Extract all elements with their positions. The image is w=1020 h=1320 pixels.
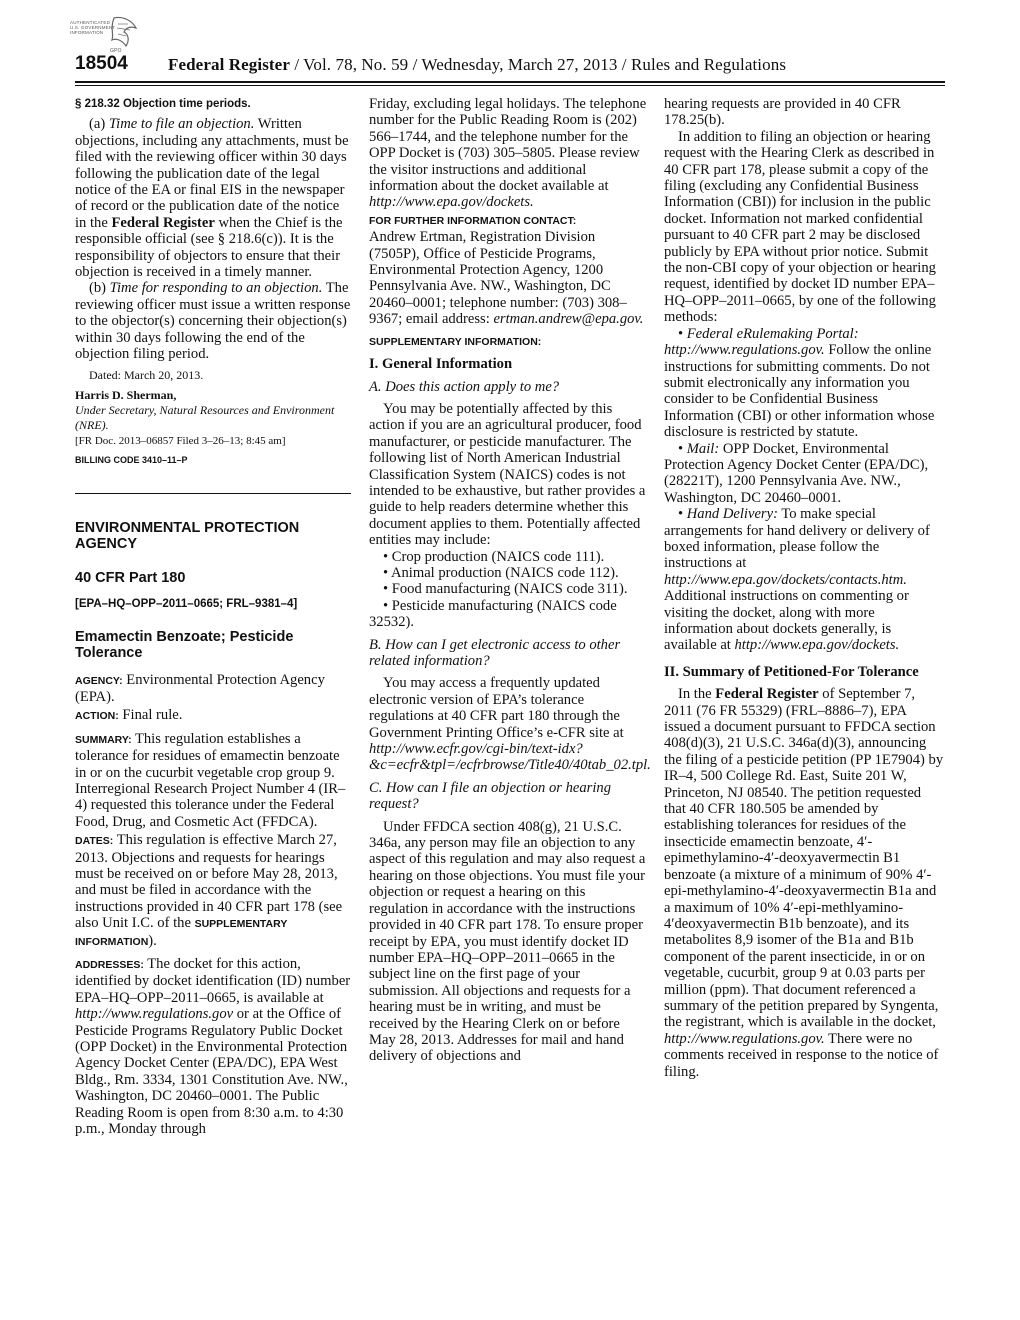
bullet-hand-delivery: • Hand Delivery: To make special arrangements for hand delivery or delivery of boxed information, please follow the instructions at http://www.epa.gov/dockets/contacts.htm. Additional instructions on commenting or visiting the docket, along with more information about dockets generally, is available at http://www.epa.gov/dockets. [664, 506, 930, 654]
dated-line: Dated: March 20, 2013. [89, 367, 204, 382]
dates-paragraph: DATES: This regulation is effective March 27, 2013. Objections and requests for hearings must be received on or before May 28, 2013, and must be filed in accordance with the instructions provided in 40 CFR part 178 (see also Unit I.C. of the SUPPLEMENTARY INFORMATION). [75, 832, 343, 949]
contact-paragraph: Andrew Ertman, Registration Division (7505P), Office of Pesticide Programs, Environmental Protection Agency, 1200 Pennsylvania Ave. NW., Washington, DC 20460–0001; telephone number: (703) 308–9367; email address: ertman.andrew@epa.gov. [369, 229, 644, 328]
supplementary-label: SUPPLEMENTARY INFORMATION: [369, 335, 542, 348]
bullet-item: • Food manufacturing (NAICS code 311). [383, 581, 628, 598]
header-rule-thin [75, 85, 945, 86]
signer-name: Harris D. Sherman, [75, 387, 177, 402]
section-heading: § 218.32 Objection time periods. [75, 98, 251, 110]
rule-title: Emamectin Benzoate; Pesticide Tolerance [75, 628, 294, 662]
bullet-item: • Crop production (NAICS code 111). [383, 548, 605, 565]
docket-id: [EPA–HQ–OPP–2011–0665; FRL–9381–4] [75, 598, 298, 611]
bullet-item: • Animal production (NAICS code 112). [383, 564, 619, 581]
column-1 [75, 96, 351, 1138]
gpo-authenticated-logo [70, 14, 140, 54]
logo-text: AUTHENTICATED U.S. GOVERNMENT INFORMATION GPO [70, 20, 122, 54]
page-number: 18504 [75, 53, 128, 74]
paragraph-filing: In addition to filing an objection or hearing request with the Hearing Clerk as described in 40 CFR part 178, please submit a copy of the filing (excluding any Confidential Business Information (CBI)) for inclusion in the public docket. Information not marked confidential pursuant to 40 CFR part 2 may be disclosed publicly by EPA without prior notice. Submit the non-CBI copy of your objection or hearing request, identified by docket ID number EPA–HQ–OPP–2011–0665, by one of the following methods: [664, 128, 936, 326]
column-3 [664, 96, 945, 1080]
subheading-a: A. Does this action apply to me? [369, 378, 560, 395]
header-citation: Federal Register / Vol. 78, No. 59 / Wednesday, March 27, 2013 / Rules and Regulations [168, 55, 787, 74]
objection-continued: hearing requests are provided in 40 CFR 178.25(b). [664, 96, 901, 129]
addresses-continued: Friday, excluding legal holidays. The telephone number for the Public Reading Room is (202) 566–1744, and the telephone number for the OPP Docket is (703) 305–5805. Please review the visitor instructions and additional information about the docket available at http://www.epa.gov/dockets. [369, 96, 647, 211]
header-rule [75, 81, 945, 83]
subheading-c: C. How can I file an objection or hearing request? [369, 779, 611, 813]
paragraph-c-objection: Under FFDCA section 408(g), 21 U.S.C. 346a, any person may file an objection to any aspect of this regulation and may also request a hearing on those objections. You must file your objection or request a hearing on this regulation in accordance with the instructions provided in 40 CFR part 178. To ensure proper receipt by EPA, you must identify docket ID number EPA–HQ–OPP–2011–0665 in the subject line on the first page of your submission. All objections and requests for a hearing must be in writing, and must be received by the Hearing Clerk on or before May 28, 2013. Addresses for mail and hand delivery of objections and [369, 818, 646, 1065]
bullet-erulemaking: • Federal eRulemaking Portal: http://www.regulations.gov. Follow the online instructions for submitting comments. Do not submit electronically any information you consider to be Confidential Business Information (CBI) or other information whose disclosure is restricted by statute. [664, 325, 935, 441]
paragraph-b-access: You may access a frequently updated electronic version of EPA’s tolerance regulations at 40 CFR part 180 through the Government Printing Office’s e-CFR site at http://www.ecfr.gov/cgi-bin/text-idx?&c=ecfr&tpl=/ecfrbrowse/Title40/40tab_02.tpl. [369, 675, 651, 774]
addresses-paragraph: ADDRESSES: The docket for this action, identified by docket identification (ID) number EPA–HQ–OPP–2011–0665, is available at http://www.regulations.gov or at the Office of Pesticide Programs Regulatory Public Docket (OPP Docket) in the Environmental Protection Agency Docket Center (EPA/DC), EPA West Bldg., Rm. 3334, 1301 Constitution Ave. NW., Washington, DC 20460–0001. The Public Reading Room is open from 8:30 a.m. to 4:30 p.m., Monday through [75, 956, 351, 1138]
heading-summary-tolerance: II. Summary of Petitioned-For Tolerance [664, 663, 919, 680]
heading-general-information: I. General Information [369, 356, 513, 373]
cfr-part: 40 CFR Part 180 [75, 569, 186, 586]
agency-name: ENVIRONMENTAL PROTECTION AGENCY [75, 519, 300, 553]
contact-label: FOR FURTHER INFORMATION CONTACT: [369, 214, 577, 227]
page-header [75, 53, 945, 81]
bullet-mail: • Mail: OPP Docket, Environmental Protection Agency Docket Center (EPA/DC), (28221T), 1200 Pennsylvania Ave. NW., Washington, DC 20460–0001. [664, 440, 929, 506]
paragraph-summary: In the Federal Register of September 7, 2011 (76 FR 55329) (FRL–8886–7), EPA issued a document pursuant to FFDCA section 408(d)(3), 21 U.S.C. 346a(d)(3), announcing the filing of a pesticide petition (PP 1E7904) by IR–4, 500 College Rd. East, Suite 201 W, Princeton, NJ 08540. The petition requested that 40 CFR 180.505 be amended by establishing tolerances for residues of the insecticide emamectin benzoate, 4′-epimethylamino-4′-deoxyavermectin B1 benzoate (a mixture of a minimum of 90% 4′-epi-methylamino-4′-deoxyavermectin B1a and a maximum of 10% 4′-epi-methlyamino-4′deoxyavermectin B1b benzoate), and its metabolites 8,9 isomer of the B1a and B1b component of the parent insecticide, in or on vegetable, cucurbit, group 9 at 0.03 parts per million (ppm). That document referenced a summary of the petition prepared by Syngenta, the registrant, which is available in the docket, http://www.regulations.gov. There were no comments received in response to the notice of filing. [664, 686, 944, 1080]
summary-paragraph: SUMMARY: This regulation establishes a tolerance for residues of emamectin benzoate in or on the cucurbit vegetable crop group 9. Interregional Research Project Number 4 (IR–4) requested this tolerance under the Federal Food, Drug, and Cosmetic Act (FFDCA). [75, 730, 346, 830]
subheading-b: B. How can I get electronic access to other related information? [369, 636, 621, 669]
paragraph-a: (a) Time to file an objection. Written objections, including any attachments, must be filed with the reviewing officer within 30 days following the publication date of the legal notice of the EA or final EIS in the newspaper of record or the publication date of the notice in the Federal Register when the Chief is the responsible official (see § 218.6(c)). It is the responsibility of objectors to ensure that their objection is received in a timely manner. [75, 116, 349, 281]
action-line: ACTION: Final rule. [75, 707, 183, 724]
paragraph-a-apply: You may be potentially affected by this action if you are an agricultural producer, food manufacturer, or pesticide manufacturer. The following list of North American Industrial Classification System (NAICS) codes is not intended to be exhaustive, but rather provides a guide to help readers determine whether this document applies to them. Potentially affected entities may include: [369, 400, 646, 549]
bullet-item: • Pesticide manufacturing (NAICS code 32532). [369, 597, 617, 631]
signer-title: Under Secretary, Natural Resources and Environment (NRE). [75, 403, 335, 432]
billing-code: BILLING CODE 3410–11–P [75, 455, 188, 466]
column-2 [369, 96, 651, 1065]
fr-doc-line: [FR Doc. 2013–06857 Filed 3–26–13; 8:45 am] [75, 435, 286, 448]
paragraph-b: (b) Time for responding to an objection. The reviewing officer must issue a written response to the objector(s) concerning their objection(s) within 30 days following the end of the objection filing period. [75, 280, 351, 363]
agency-line: AGENCY: Environmental Protection Agency (EPA). [75, 671, 325, 705]
document-divider [75, 493, 351, 494]
